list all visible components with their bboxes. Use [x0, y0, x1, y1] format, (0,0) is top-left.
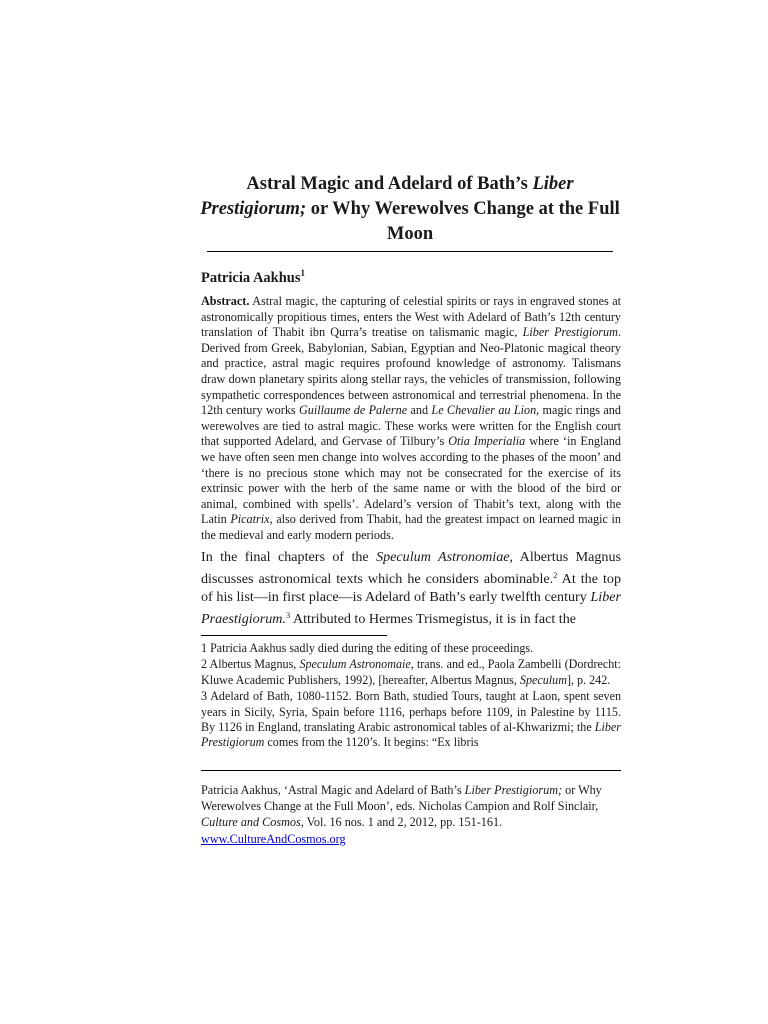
citation-italic: Culture and Cosmos [201, 815, 301, 830]
footnote-2 [201, 657, 621, 688]
body-text: Attributed to Hermes Trismegistus, it is in fact the [290, 611, 576, 627]
footnote-text: 2 Albertus Magnus, [201, 657, 300, 672]
footnote-text: 3 Adelard of Bath, 1080-1152. Born Bath, studied Tours, taught at Laon, spent seven years in Sicily, Syria, Spain before 1116, perhaps before 1109, in Palestine by 1115. By 1126 in England, translating Arabic astronomical tables of al-Khwarizmi; the [201, 689, 621, 735]
citation-text: , Vol. 16 nos. 1 and 2, 2012, pp. 151-161. [300, 815, 503, 830]
title-italic: Liber Prestigiorum; [200, 174, 574, 219]
body-italic: Speculum Astronomiae, [376, 549, 514, 565]
abstract-text: Astral magic, the capturing of celestial spirits or rays in engraved stones at astronomically propitious times, enters the West with Adelard of Bath’s 12th century translation of Thabit ibn Qurra’s treatise on talismanic magic, [201, 294, 621, 340]
abstract-italic: Le Chevalier au Lion, [431, 403, 540, 418]
abstract [201, 294, 621, 544]
abstract-label: Abstract. [201, 294, 250, 308]
body-italic: Liber Praestigiorum. [201, 589, 621, 627]
footnote-text: trans. and ed., Paola Zambelli (Dordrecht: Kluwe Academic Publishers, 1992), [hereafter, Albertus Magnus, [201, 657, 621, 687]
title-text-end: or Why Werewolves Change at the Full Moon [306, 199, 620, 244]
body-text: At the top of his list—in first place—is Adelard of Bath’s early twelfth century [201, 571, 621, 605]
footnote-1: 1 Patricia Aakhus sadly died during the editing of these proceedings. [201, 641, 534, 655]
abstract-text: where ‘in England we have often seen men change into wolves according to the phases of the moon’ and ‘there is no precious stone which may not be consecrated for the exercise of its extrinsic power with the herb of the same name or with the blood of the bird or animal, combined with spells’. Adelard’s version of Thabit’s text, along with the Latin [201, 434, 621, 527]
footnote-italic: Speculum [519, 672, 567, 687]
body-text: Albertus Magnus discusses astronomical texts which he considers abominable. [201, 549, 622, 587]
body-text: In the final chapters of the [201, 549, 377, 565]
footnote-ref[interactable]: 2 [553, 570, 558, 580]
abstract-italic: Liber Prestigiorum [522, 325, 618, 340]
abstract-text: . Derived from Greek, Babylonian, Sabian, Egyptian and Neo-Platonic magical theory and practice, astral magic requires profound knowledge of astronomy. Talismans draw down planetary spirits along stellar rays, the vehicles of transmission, following sympathetic correspondences between astronomical and terrestrial phenomena. In the 12th century works [201, 325, 621, 418]
footnote-italic: Speculum Astronomaie, [299, 657, 414, 672]
abstract-text: and [407, 403, 432, 418]
footnote-ref[interactable]: 3 [285, 610, 291, 620]
website-link[interactable]: www.CultureAndCosmos.org [201, 831, 346, 846]
citation-text: Patricia Aakhus, ‘Astral Magic and Adelard of Bath’s [201, 783, 465, 797]
abstract-italic: Guillaume de Palerne [298, 403, 408, 418]
abstract-italic: Picatrix, [230, 512, 273, 527]
footnote-text: ], p. 242. [566, 672, 611, 687]
footnote-3 [201, 689, 621, 751]
author-name: Patricia Aakhus [201, 270, 301, 286]
citation-italic: Liber Prestigiorum; [464, 783, 563, 797]
abstract-text: also derived from Thabit, had the greatest impact on learned magic in the medieval and early modern periods. [201, 512, 621, 542]
footnote-italic: Liber Prestigiorum [201, 720, 621, 750]
paper-title [200, 172, 620, 247]
footnote-divider [201, 635, 387, 636]
abstract-text: magic rings and werewolves are tied to astral magic. These works were written for the English court that supported Adelard, and Gervase of Tilbury’s [201, 403, 621, 449]
abstract-italic: Otia Imperialia [448, 434, 526, 449]
footnote-text: comes from the 1120’s. It begins: “Ex libris [264, 735, 479, 750]
title-divider [207, 251, 613, 252]
footnotes [201, 641, 621, 752]
body-paragraph [201, 548, 621, 628]
citation-text: or Why Werewolves Change at the Full Moon’, eds. Nicholas Campion and Rolf Sinclair, [201, 783, 602, 814]
citation-block [201, 782, 621, 847]
title-text: Astral Magic and Adelard of Bath’s [246, 174, 533, 194]
author-line [201, 264, 305, 287]
citation-divider [201, 770, 621, 771]
author-footnote-mark: 1 [300, 268, 305, 278]
